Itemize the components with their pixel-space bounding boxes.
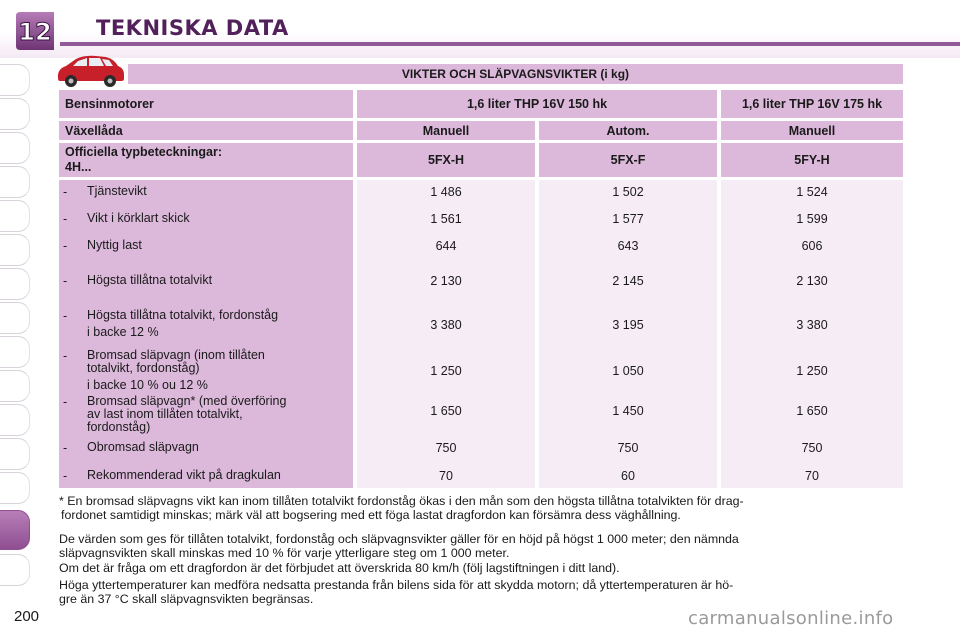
- table-cell-value: 1 250: [430, 364, 462, 378]
- chapter-tab[interactable]: [0, 166, 30, 198]
- row-label-text: [87, 309, 278, 339]
- row-bullet: -: [63, 212, 68, 226]
- engine-row-label: Bensinmotorer: [59, 90, 353, 118]
- row-label: [63, 274, 212, 288]
- table-cell-value: 3 380: [796, 318, 828, 332]
- row-bullet: -: [63, 185, 68, 199]
- table-cell-value: 1 450: [612, 404, 644, 418]
- chapter-tab[interactable]: [0, 98, 30, 130]
- footnote-line: fordonet samtidigt minskas; märk väl att bogsering med ett föga lastat dragfordon kan försämra dess väghållning.: [61, 508, 681, 522]
- row-bullet: -: [63, 309, 68, 323]
- header-divider: [60, 42, 960, 46]
- row-label-line: Tjänstevikt: [87, 184, 147, 198]
- chapter-badge-icon: [14, 10, 56, 52]
- table-cell-value: 1 577: [612, 212, 644, 226]
- table-cell-value: 1 599: [796, 212, 828, 226]
- temperature-note: [59, 578, 907, 606]
- note-line: De värden som ges för tillåten totalvikt, fordonståg och släpvagnsvikter gäller för en höjd på högst 1 000 meter; den nämnda: [59, 532, 739, 546]
- gearbox-col1: Manuell: [357, 121, 535, 140]
- chapter-tab[interactable]: [0, 370, 30, 402]
- row-label-line: Högsta tillåtna totalvikt, fordonståg: [87, 308, 279, 322]
- note-line: släpvagnsvikten skall minskas med 10 % för varje ytterligare steg om 1 000 meter.: [59, 546, 510, 560]
- row-label: [63, 469, 281, 483]
- table-cell-value: 70: [439, 469, 453, 483]
- row-bullet: -: [63, 469, 68, 483]
- table-cell-value: 643: [617, 239, 639, 253]
- row-label-text: [87, 274, 212, 288]
- watermark: carmanualsonline.info: [688, 608, 894, 629]
- chapter-tab[interactable]: [0, 234, 30, 266]
- table-cell-value: 1 524: [796, 185, 828, 199]
- row-label-text: [87, 349, 265, 392]
- row-label: [63, 212, 190, 226]
- chapter-tab[interactable]: [0, 268, 30, 300]
- chapter-number: 12: [18, 18, 52, 46]
- row-label: [63, 349, 265, 392]
- type-row-label: [59, 143, 353, 177]
- row-label-line: Bromsad släpvagn* (med överföring: [87, 394, 287, 408]
- chapter-tab[interactable]: [0, 200, 30, 232]
- row-label-line: Obromsad släpvagn: [87, 440, 199, 454]
- page-title: TEKNISKA DATA: [96, 16, 289, 40]
- table-cell-value: 750: [617, 441, 639, 455]
- row-label: [63, 239, 142, 253]
- row-label-line: totalvikt, fordonståg): [87, 361, 200, 375]
- row-label-line: Rekommenderad vikt på dragkulan: [87, 468, 281, 482]
- row-label-line: Högsta tillåtna totalvikt: [87, 273, 213, 287]
- table-title: VIKTER OCH SLÄPVAGNSVIKTER (i kg): [128, 64, 903, 84]
- row-label-text: [87, 239, 142, 253]
- table-cell-value: 750: [801, 441, 823, 455]
- footnote: [59, 494, 907, 522]
- type-col2: 5FX-F: [539, 143, 717, 177]
- row-label-text: [87, 185, 147, 199]
- note-line: gre än 37 °C skall släpvagnsvikten begränsas.: [59, 592, 314, 606]
- table-cell-value: 1 561: [430, 212, 462, 226]
- type-col1: 5FX-H: [357, 143, 535, 177]
- row-label-text: [87, 212, 190, 226]
- row-label-line: fordonståg): [87, 420, 151, 434]
- table-cell-value: 3 380: [430, 318, 462, 332]
- table-cell-value: 606: [801, 239, 823, 253]
- chapter-tab[interactable]: [0, 336, 30, 368]
- chapter-tab[interactable]: [0, 554, 30, 586]
- gearbox-col3: Manuell: [721, 121, 903, 140]
- row-label: [63, 441, 199, 455]
- type-col3: 5FY-H: [721, 143, 903, 177]
- row-bullet: -: [63, 274, 68, 288]
- row-label: [63, 309, 278, 339]
- row-bullet: -: [63, 441, 68, 455]
- table-cell-value: 644: [435, 239, 457, 253]
- table-cell-value: 1 486: [430, 185, 462, 199]
- row-bullet: -: [63, 395, 68, 409]
- note-line: Höga yttertemperaturer kan medföra nedsatta prestanda från bilens sida för att skydda motorn; då yttertemperaturen är hö-: [59, 578, 734, 592]
- table-cell-value: 1 050: [612, 364, 644, 378]
- page-number: 200: [14, 608, 40, 625]
- row-label-text: [87, 395, 286, 434]
- gearbox-row-label: Växellåda: [59, 121, 353, 140]
- chapter-tab-active[interactable]: [0, 510, 30, 550]
- row-label-line: Bromsad släpvagn (inom tillåten: [87, 348, 265, 362]
- chapter-tab[interactable]: [0, 302, 30, 334]
- table-cell-value: 1 650: [430, 404, 462, 418]
- row-bullet: -: [63, 349, 68, 363]
- row-label-text: [87, 469, 281, 483]
- row-label-line: i backe 12 %: [87, 325, 159, 339]
- table-cell-value: 1 502: [612, 185, 644, 199]
- row-label: [63, 185, 147, 199]
- row-label-line: Vikt i körklart skick: [87, 211, 190, 225]
- table-cell-value: 1 250: [796, 364, 828, 378]
- engine-150-header: 1,6 liter THP 16V 150 hk: [357, 90, 717, 118]
- chapter-tab[interactable]: [0, 438, 30, 470]
- table-cell-value: 70: [805, 469, 819, 483]
- table-cell-value: 2 130: [796, 274, 828, 288]
- chapter-tab[interactable]: [0, 404, 30, 436]
- table-cell-value: 1 650: [796, 404, 828, 418]
- footnote-line: * En bromsad släpvagns vikt kan inom tillåten totalvikt fordonståg ökas i den mån som den högsta tillåtna totalvikten för drag-: [59, 494, 744, 508]
- chapter-tab[interactable]: [0, 132, 30, 164]
- chapter-tab[interactable]: [0, 472, 30, 504]
- table-cell-value: 60: [621, 469, 635, 483]
- altitude-note: [59, 532, 907, 560]
- chapter-tab[interactable]: [0, 64, 30, 96]
- table-cell-value: 3 195: [612, 318, 644, 332]
- table-cell-value: 750: [435, 441, 457, 455]
- table-cell-value: 2 145: [612, 274, 644, 288]
- row-label: [63, 395, 286, 434]
- gearbox-col2: Autom.: [539, 121, 717, 140]
- note-line: Om det är fråga om ett dragfordon är det förbjudet att överskrida 80 km/h (följ lagstiftningen i ditt land).: [59, 561, 620, 575]
- car-icon: [54, 54, 126, 88]
- row-label-line: Nyttig last: [87, 238, 142, 252]
- type-row-label-line1: Officiella typbeteckningar:: [65, 145, 222, 159]
- row-label-line: av last inom tillåten totalvikt,: [87, 407, 243, 421]
- row-bullet: -: [63, 239, 68, 253]
- row-label-line: i backe 10 % ou 12 %: [87, 378, 208, 392]
- speed-note: [59, 561, 907, 575]
- type-row-label-line2: 4H...: [65, 160, 92, 174]
- table-cell-value: 2 130: [430, 274, 462, 288]
- row-label-text: [87, 441, 199, 455]
- engine-175-header: 1,6 liter THP 16V 175 hk: [721, 90, 903, 118]
